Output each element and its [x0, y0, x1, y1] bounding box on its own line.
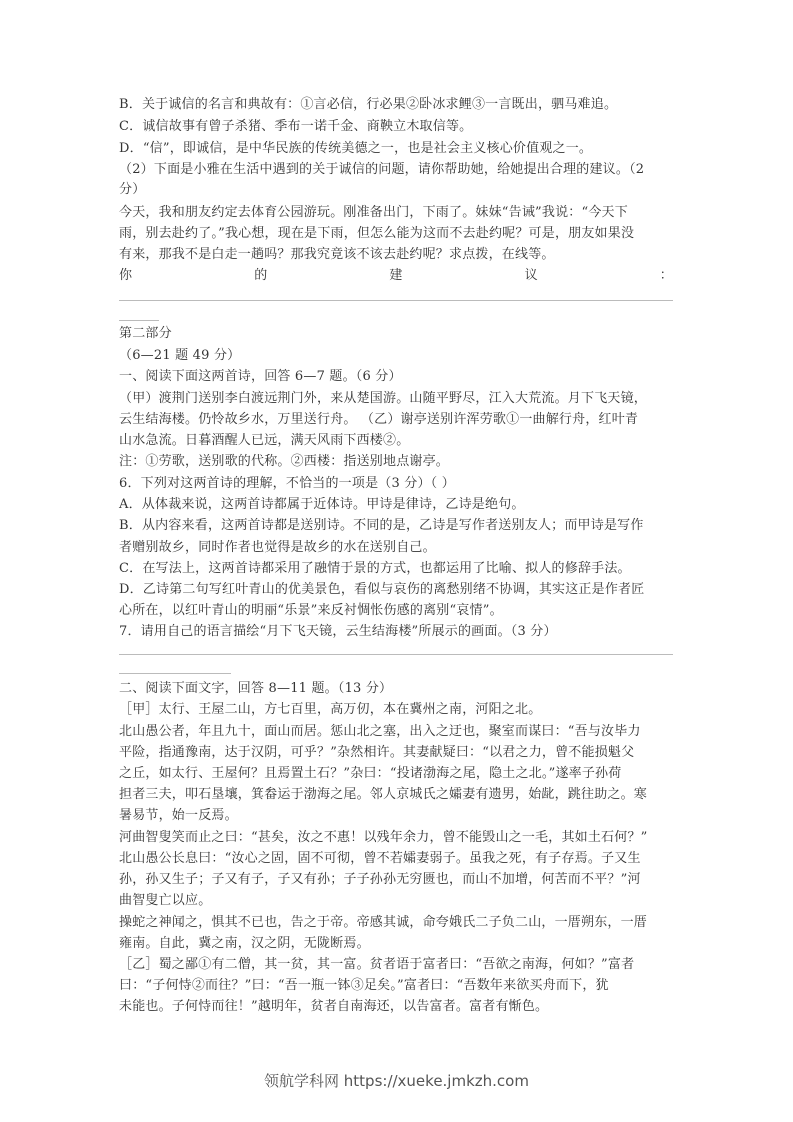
- scenario-line: 今天，我和朋友约定去体育公园游玩。刚准备出门，下雨了。妹妹“告诫”我说：“今天下: [119, 205, 628, 220]
- scenario-line: 有来，那我不是白走一趟吗？那我究竟该不该去赴约呢？求点拨，在线等。: [119, 247, 555, 262]
- passage-line: 未能也。子何恃而往！”越明年，贫者自南海还，以告富者。富者有惭色。: [119, 999, 549, 1014]
- label-char: 你: [119, 268, 133, 283]
- question-6-option-b-cont: 者赠别故乡，同时作者也觉得是故乡的水在送别自己。: [119, 540, 436, 555]
- passage-line: 北山愚公者，年且九十，面山而居。惩山北之塞，出入之迂也，聚室而谋曰：“吾与汝毕力: [119, 724, 641, 739]
- passage-line: 操蛇之神闻之，惧其不已也，告之于帝。帝感其诚，命夸娥氏二子负二山，一厝朔东，一厝: [119, 915, 648, 930]
- part-subtitle: （6—21 题 49 分）: [119, 348, 241, 363]
- scenario-line: 雨，别去赴约了。”我心想，现在是下雨，但怎么能为这而不去赴约呢？可是，朋友如果没: [119, 226, 635, 241]
- section-heading: 二、阅读下面文字，回答 8—11 题。（13 分）: [119, 681, 393, 696]
- footer-watermark: 领航学科网 https://xueke.jmkzh.com: [264, 1072, 529, 1090]
- question-6-option-b: B．从内容来看，这两首诗都是送别诗。不同的是，乙诗是写作者送别友人；而甲诗是写作: [119, 518, 644, 533]
- passage-line: 暑易节，始一反焉。: [119, 808, 238, 823]
- passage-line: 曲智叟亡以应。: [119, 893, 212, 908]
- poem-line: 山水急流。日暮酒醒人已远，满天风雨下西楼②。: [119, 433, 410, 448]
- question-6-option-a: A．从体裁来说，这两首诗都属于近体诗。甲诗是律诗，乙诗是绝句。: [119, 497, 525, 512]
- passage-line: 北山愚公长息曰：“汝心之固，固不可彻，曾不若孀妻弱子。虽我之死，有子存焉。子又生: [119, 851, 641, 866]
- option-b: B．关于诚信的名言和典故有：①言必信，行必果②卧冰求鲤③一言既出，驷马难追。: [119, 97, 618, 112]
- passage-line: 河曲智叟笑而止之曰：“甚矣，汝之不惠！以残年余力，曾不能毁山之一毛，其如土石何？”: [119, 830, 648, 845]
- label-char: 的: [254, 268, 268, 283]
- label-char: 建: [389, 268, 403, 283]
- question-2-stem-cont: 分）: [119, 182, 146, 197]
- question-6-stem: 6．下列对这两首诗的理解，不恰当的一项是（3 分）（ ）: [119, 476, 455, 491]
- poem-note: 注：①劳歌，送别歌的代称。②西楼：指送别地点谢亭。: [119, 454, 450, 469]
- option-c: C．诚信故事有曾子杀猪、季布一诺千金、商鞅立木取信等。: [119, 119, 473, 134]
- question-6-option-d: D．乙诗第二句写红叶青山的优美景色，看似与哀伤的离愁别绪不协调，其实这正是作者匠: [119, 582, 645, 597]
- label-char: ：: [659, 268, 673, 283]
- answer-line[interactable]: [119, 654, 673, 655]
- short-divider: [119, 673, 231, 674]
- passage-line: ［甲］太行、王屋二山，方七百里，高万仞，本在冀州之南，河阳之北。: [119, 702, 542, 717]
- suggestion-label: [119, 266, 673, 286]
- passage-line: 曰：“子何恃②而往？”曰：“吾一瓶一钵③足矣。”富者曰：“吾数年来欲买舟而下，犹: [119, 978, 609, 993]
- passage-line: 孙，孙又生子；子又有子，子又有孙；子子孙孙无穷匮也，而山不加增，何苦而不平？”河: [119, 872, 641, 887]
- passage-line: 之丘，如太行、王屋何？且焉置土石？”杂曰：“投诸渤海之尾，隐土之北。”遂率子孙荷: [119, 766, 622, 781]
- question-6-option-c: C．在写法上，这两首诗都采用了融情于景的方式，也都运用了比喻、拟人的修辞手法。: [119, 561, 631, 576]
- short-divider: [119, 320, 159, 321]
- label-char: 议: [524, 268, 538, 283]
- passage-line: 平险，指通豫南，达于汉阴，可乎？”杂然相许。其妻献疑曰：“以君之力，曾不能损魁父: [119, 745, 635, 760]
- poem-line: 云生结海楼。仍怜故乡水，万里送行舟。 （乙）谢亭送别许浑劳歌①一曲解行舟，红叶青: [119, 412, 639, 427]
- question-heading: 一、阅读下面这两首诗，回答 6—7 题。（6 分）: [119, 369, 402, 384]
- part-title: 第二部分: [119, 326, 172, 341]
- poem-line: （甲）渡荆门送别李白渡远荆门外，来从楚国游。山随平野尽，江入大荒流。月下飞天镜，: [119, 391, 648, 406]
- answer-line[interactable]: [119, 300, 673, 301]
- passage-line: 雍南。自此，冀之南，汉之阴，无陇断焉。: [119, 936, 370, 951]
- question-2-stem: （2）下面是小雅在生活中遇到的关于诚信的问题，请你帮助她，给她提出合理的建议。（2: [119, 162, 645, 177]
- question-6-option-d-cont: 心所在，以红叶青山的明丽“乐景”来反衬惆怅伤感的离别“哀情”。: [119, 603, 503, 618]
- passage-line: 担者三夫，叩石垦壤，箕畚运于渤海之尾。邻人京城氏之孀妻有遗男，始龀，跳往助之。寒: [119, 787, 648, 802]
- passage-line: ［乙］蜀之鄙①有二僧，其一贫，其一富。贫者语于富者曰：“吾欲之南海，何如？”富者: [119, 957, 635, 972]
- question-7: 7．请用自己的语言描绘“月下飞天镜，云生结海楼”所展示的画面。（3 分）: [119, 624, 557, 639]
- option-d: D．“信”，即诚信，是中华民族的传统美德之一，也是社会主义核心价值观之一。: [119, 141, 593, 156]
